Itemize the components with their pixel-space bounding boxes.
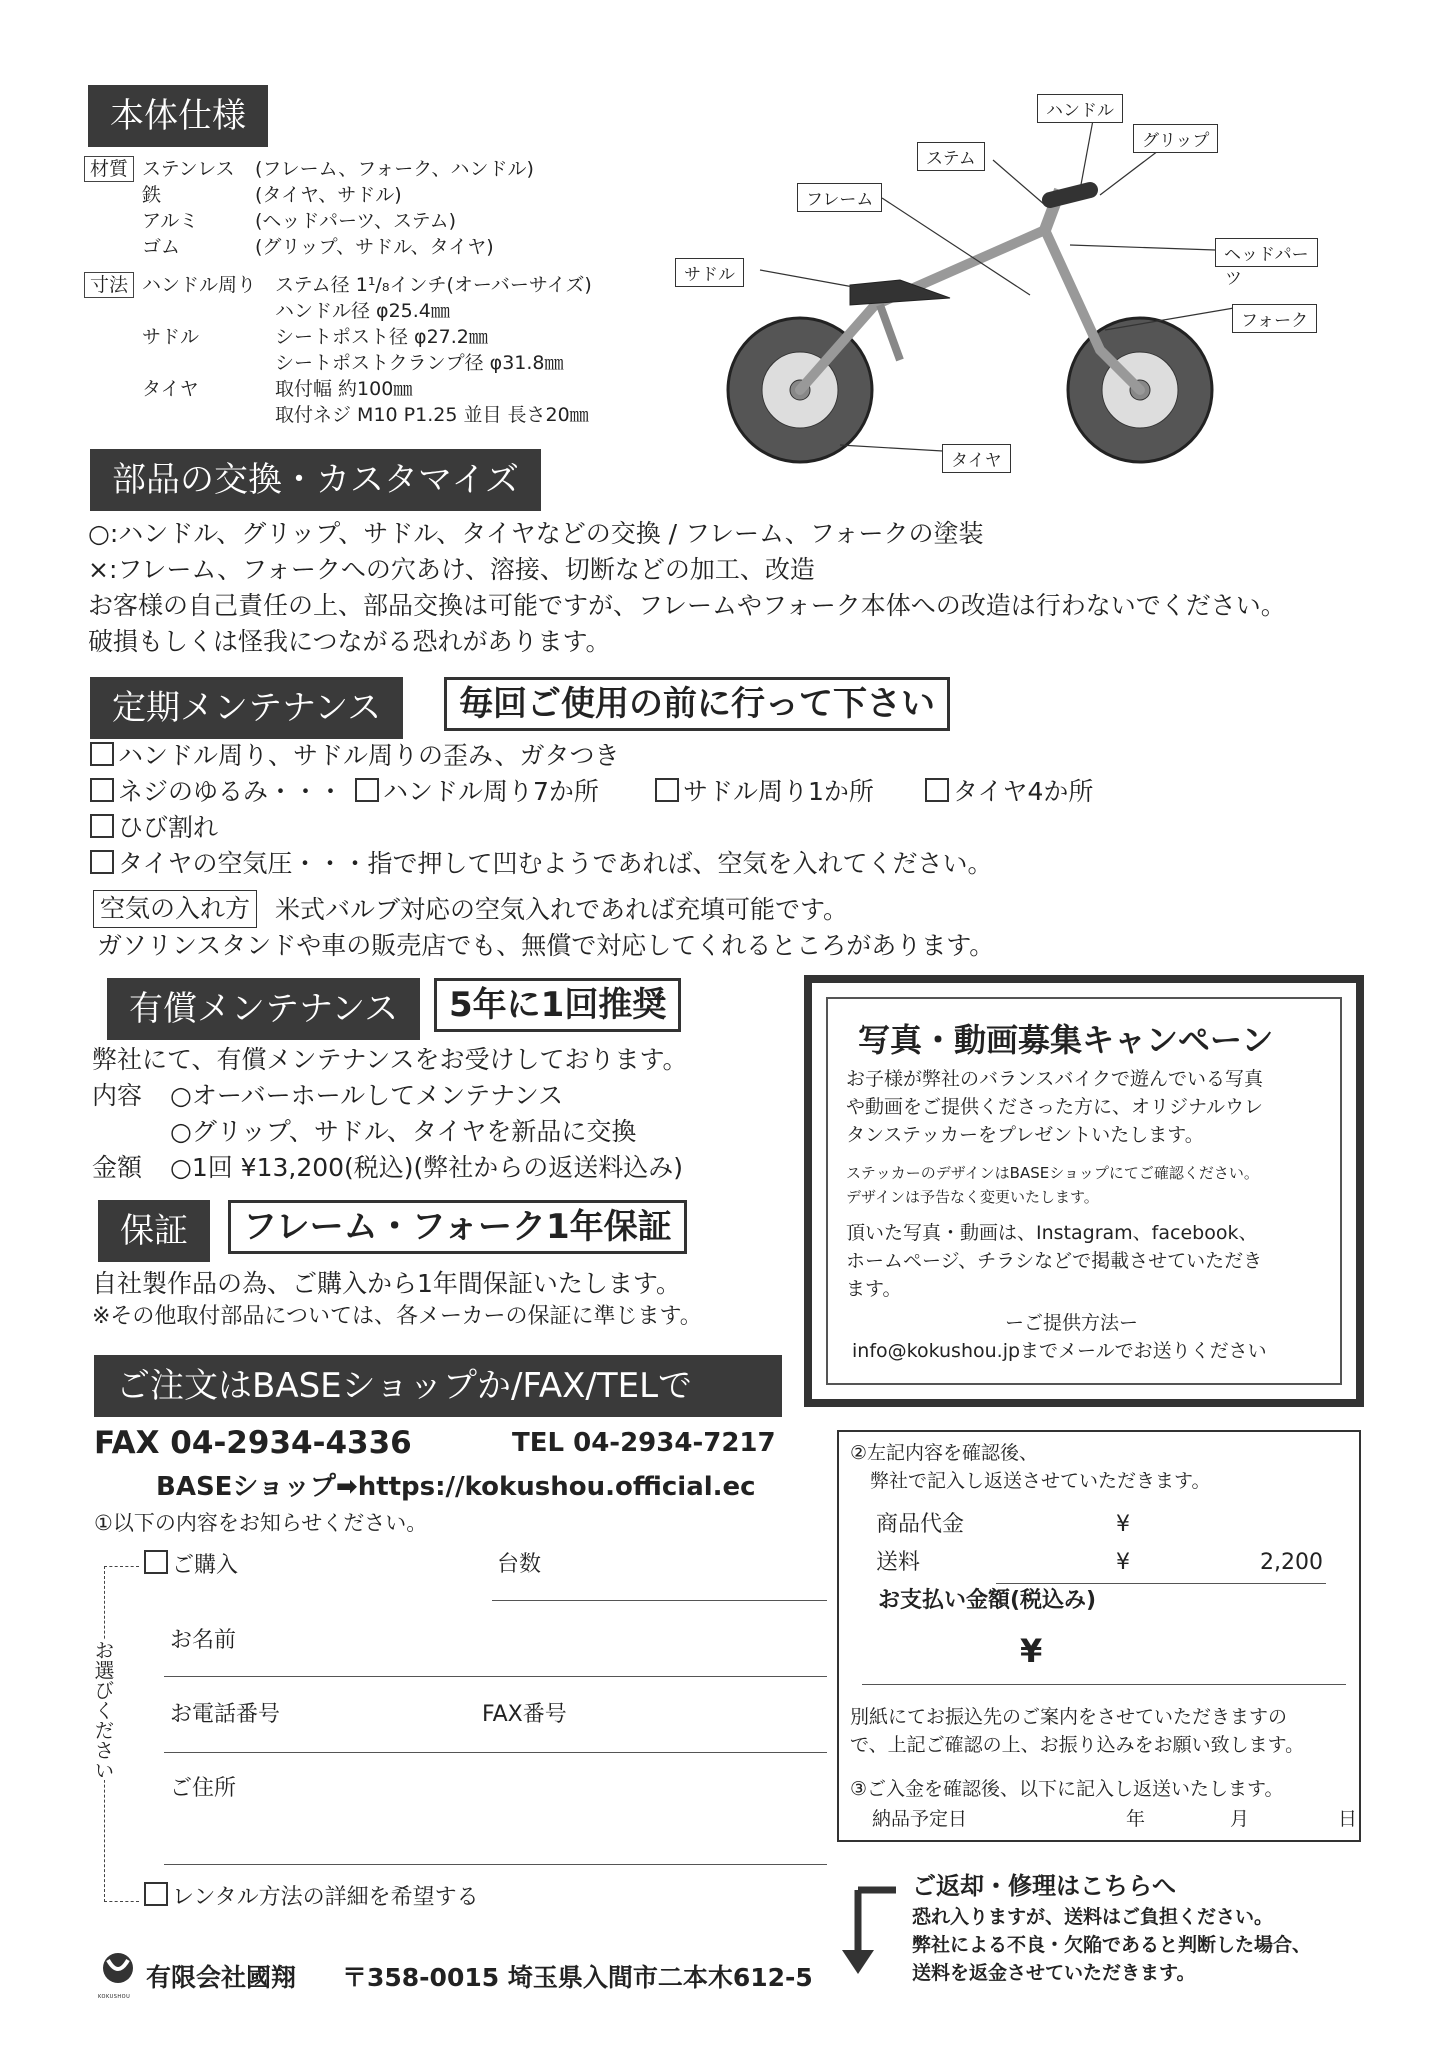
campaign-line: タンステッカーをプレゼントいたします。 <box>846 1124 1204 1146</box>
maint-item: タイヤの空気圧・・・指で押して凹むようであれば、空気を入れてください。 <box>90 846 993 882</box>
order-base-link[interactable]: BASEショップ➡https://kokushou.official.ec <box>156 1472 756 1502</box>
paid-content-label: 内容 <box>92 1081 143 1110</box>
size-detail: 取付幅 約100㎜ <box>275 378 413 400</box>
logo-text: KOKUSHOU <box>98 1994 131 2000</box>
checkbox[interactable] <box>144 1882 168 1906</box>
label-headparts-tail: ツ <box>1225 269 1242 289</box>
company-logo <box>98 1950 138 1996</box>
checkbox[interactable] <box>90 814 114 838</box>
campaign-line: ホームページ、チラシなどで掲載させていただき <box>846 1250 1263 1272</box>
name-line[interactable] <box>164 1676 827 1677</box>
material-name: 鉄 <box>142 184 162 206</box>
company-name: 有限会社國翔 <box>146 1963 297 1992</box>
maint-item: ハンドル周り7か所 <box>355 774 599 810</box>
maint-item: ネジのゆるみ・・・ <box>90 774 343 810</box>
reply-note: で、上記ご確認の上、お振り込みをお願い致します。 <box>850 1734 1305 1756</box>
size-part <box>142 298 275 324</box>
order-header: ご注文はBASEショップか/FAX/TELで <box>94 1355 782 1417</box>
checkbox[interactable] <box>355 778 379 802</box>
down-arrow-icon <box>838 1870 898 1980</box>
campaign-line: 頂いた写真・動画は、Instagram、facebook、 <box>846 1222 1258 1244</box>
fax-label: FAX番号 <box>482 1702 567 1727</box>
returns-title: ご返却・修理はこちらへ <box>912 1872 1176 1900</box>
size-part: タイヤ <box>142 378 199 400</box>
reply-step2b: 弊社で記入し返送させていただきます。 <box>870 1470 1211 1492</box>
material-parts: (グリップ、サドル、タイヤ) <box>255 236 494 258</box>
campaign-method: ーご提供方法ー <box>1005 1312 1139 1334</box>
material-name: ゴム <box>142 236 181 258</box>
size-tag: 寸法 <box>84 272 134 298</box>
paid-intro: 弊社にて、有償メンテナンスをお受けしております。 <box>92 1045 688 1074</box>
label-stem: ステム <box>917 142 985 171</box>
delivery-day: 日 <box>1338 1808 1358 1830</box>
custom-line: 破損もしくは怪我につながる恐れがあります。 <box>88 627 611 656</box>
shipping-label: 送料 <box>876 1550 921 1575</box>
qty-line[interactable] <box>492 1600 827 1601</box>
material-name: ステンレス <box>142 158 235 180</box>
maint-item: タイヤ4か所 <box>925 774 1093 810</box>
air-tag: 空気の入れ方 <box>93 890 257 928</box>
reply-step3: ③ご入金を確認後、以下に記入し返送いたします。 <box>850 1778 1284 1800</box>
size-detail: ステム径 1¹/₈インチ(オーバーサイズ) <box>275 274 592 296</box>
paid-price: ○1回 ¥13,200(税込)(弊社からの返送料込み) <box>170 1153 684 1182</box>
warranty-line: ※その他取付部品については、各メーカーの保証に準じます。 <box>92 1304 702 1329</box>
maint-box: 毎回ご使用の前に行って下さい <box>444 677 950 731</box>
qty-label: 台数 <box>497 1552 542 1577</box>
material-name: アルミ <box>142 210 199 232</box>
campaign-title: 写真・動画募集キャンペーン <box>858 1021 1274 1059</box>
label-tire: タイヤ <box>942 444 1011 473</box>
campaign-line: や動画をご提供くださった方に、オリジナルウレ <box>846 1096 1264 1118</box>
label-saddle: サドル <box>675 258 744 287</box>
label-headparts: ヘッドパー <box>1215 238 1318 267</box>
paid-content: ○オーバーホールしてメンテナンス <box>170 1081 564 1110</box>
size-part: サドル <box>142 326 200 348</box>
goods-label: 商品代金 <box>876 1512 965 1537</box>
paid-price-label: 金額 <box>92 1153 143 1182</box>
phone-line[interactable] <box>164 1752 827 1753</box>
purchase-option[interactable]: ご購入 <box>144 1550 238 1581</box>
delivery-label: 納品予定日 <box>872 1808 968 1830</box>
paid-content: ○グリップ、サドル、タイヤを新品に交換 <box>170 1117 637 1146</box>
order-fax: FAX 04-2934-4336 <box>94 1425 412 1461</box>
spec-sizes <box>84 272 600 428</box>
rental-option[interactable]: レンタル方法の詳細を希望する <box>144 1882 479 1913</box>
size-part: ハンドル周り <box>142 274 257 296</box>
material-parts: (ヘッドパーツ、ステム) <box>255 210 457 232</box>
name-label: お名前 <box>170 1628 237 1653</box>
maint-item: サドル周り1か所 <box>655 774 874 810</box>
material-parts: (タイヤ、サドル) <box>255 184 402 206</box>
shipping-line <box>996 1583 1326 1584</box>
checkbox[interactable] <box>144 1550 168 1574</box>
maint-item: ハンドル周り、サドル周りの歪み、ガタつき <box>90 738 620 774</box>
label-fork: フォーク <box>1232 304 1317 333</box>
phone-label: お電話番号 <box>170 1702 281 1727</box>
material-tag: 材質 <box>84 156 134 182</box>
spec-materials <box>84 156 542 260</box>
maint-item: ひび割れ <box>90 810 218 846</box>
returns-line: 送料を返金させていただきます。 <box>912 1962 1196 1984</box>
warranty-line: 自社製作品の為、ご購入から1年間保証いたします。 <box>92 1269 681 1298</box>
returns-line: 弊社による不良・欠陥であると判断した場合、 <box>912 1934 1312 1956</box>
warranty-header: 保証 <box>98 1200 210 1262</box>
campaign-email: info@kokushou.jpまでメールでお送りください <box>852 1340 1267 1362</box>
campaign-line: お子様が弊社のバランスバイクで遊んでいる写真 <box>846 1068 1264 1090</box>
checkbox[interactable] <box>90 850 114 874</box>
size-detail: シートポスト径 φ27.2㎜ <box>275 326 488 348</box>
label-grip: グリップ <box>1133 124 1218 153</box>
total-yen: ¥ <box>1020 1632 1043 1670</box>
custom-line: ×:フレーム、フォークへの穴あけ、溶接、切断などの加工、改造 <box>88 555 815 584</box>
goods-yen: ¥ <box>1116 1512 1130 1537</box>
air-line: 米式バルブ対応の空気入れであれば充填可能です。 <box>275 895 849 924</box>
order-tel: TEL 04-2934-7217 <box>512 1428 776 1458</box>
warranty-box: フレーム・フォーク1年保証 <box>228 1200 687 1254</box>
custom-line: ○:ハンドル、グリップ、サドル、タイヤなどの交換 / フレーム、フォークの塗装 <box>88 519 984 548</box>
company-address: 〒358-0015 埼玉県入間市二本木612-5 <box>342 1963 813 1992</box>
total-label: お支払い金額(税込み) <box>878 1588 1097 1613</box>
label-frame: フレーム <box>797 183 882 212</box>
checkbox[interactable] <box>90 778 114 802</box>
maint-header: 定期メンテナンス <box>90 677 403 739</box>
campaign-small: デザインは予告なく変更いたします。 <box>846 1188 1099 1206</box>
shipping-yen: ¥ <box>1116 1550 1130 1575</box>
address-label: ご住所 <box>170 1776 237 1801</box>
address-line[interactable] <box>164 1864 827 1865</box>
custom-line: お客様の自己責任の上、部品交換は可能ですが、フレームやフォーク本体への改造は行わないでください。 <box>88 591 1286 620</box>
campaign-line: ます。 <box>846 1278 902 1300</box>
choose-label: お選びください <box>91 1640 115 1780</box>
total-line[interactable] <box>862 1684 1346 1685</box>
reply-note: 別紙にてお振込先のご案内をさせていただきますの <box>850 1706 1288 1728</box>
delivery-month: 月 <box>1230 1808 1250 1830</box>
size-detail: シートポストクランプ径 φ31.8㎜ <box>275 352 564 374</box>
size-detail: 取付ネジ M10 P1.25 並目 長さ20㎜ <box>275 404 589 426</box>
checkbox[interactable] <box>925 778 949 802</box>
reply-step2a: ②左記内容を確認後、 <box>850 1442 1039 1464</box>
label-handle: ハンドル <box>1037 94 1123 123</box>
delivery-year: 年 <box>1126 1808 1146 1830</box>
custom-header: 部品の交換・カスタマイズ <box>90 449 541 511</box>
size-part <box>142 402 275 428</box>
spec-header: 本体仕様 <box>88 85 268 147</box>
shipping-value: 2,200 <box>1260 1550 1323 1575</box>
order-step1: ①以下の内容をお知らせください。 <box>94 1511 428 1535</box>
checkbox[interactable] <box>90 742 114 766</box>
returns-line: 恐れ入りますが、送料はご負担ください。 <box>912 1906 1274 1928</box>
material-parts: (フレーム、フォーク、ハンドル) <box>255 158 534 180</box>
size-detail: ハンドル径 φ25.4㎜ <box>275 300 450 322</box>
size-part <box>142 350 275 376</box>
campaign-small: ステッカーのデザインはBASEショップにてご確認ください。 <box>846 1164 1259 1182</box>
paid-header: 有償メンテナンス <box>107 978 420 1040</box>
checkbox[interactable] <box>655 778 679 802</box>
paid-box: 5年に1回推奨 <box>434 978 681 1032</box>
air-line: ガソリンスタンドや車の販売店でも、無償で対応してくれるところがあります。 <box>97 931 995 960</box>
balance-bike-illustration <box>660 90 1360 470</box>
